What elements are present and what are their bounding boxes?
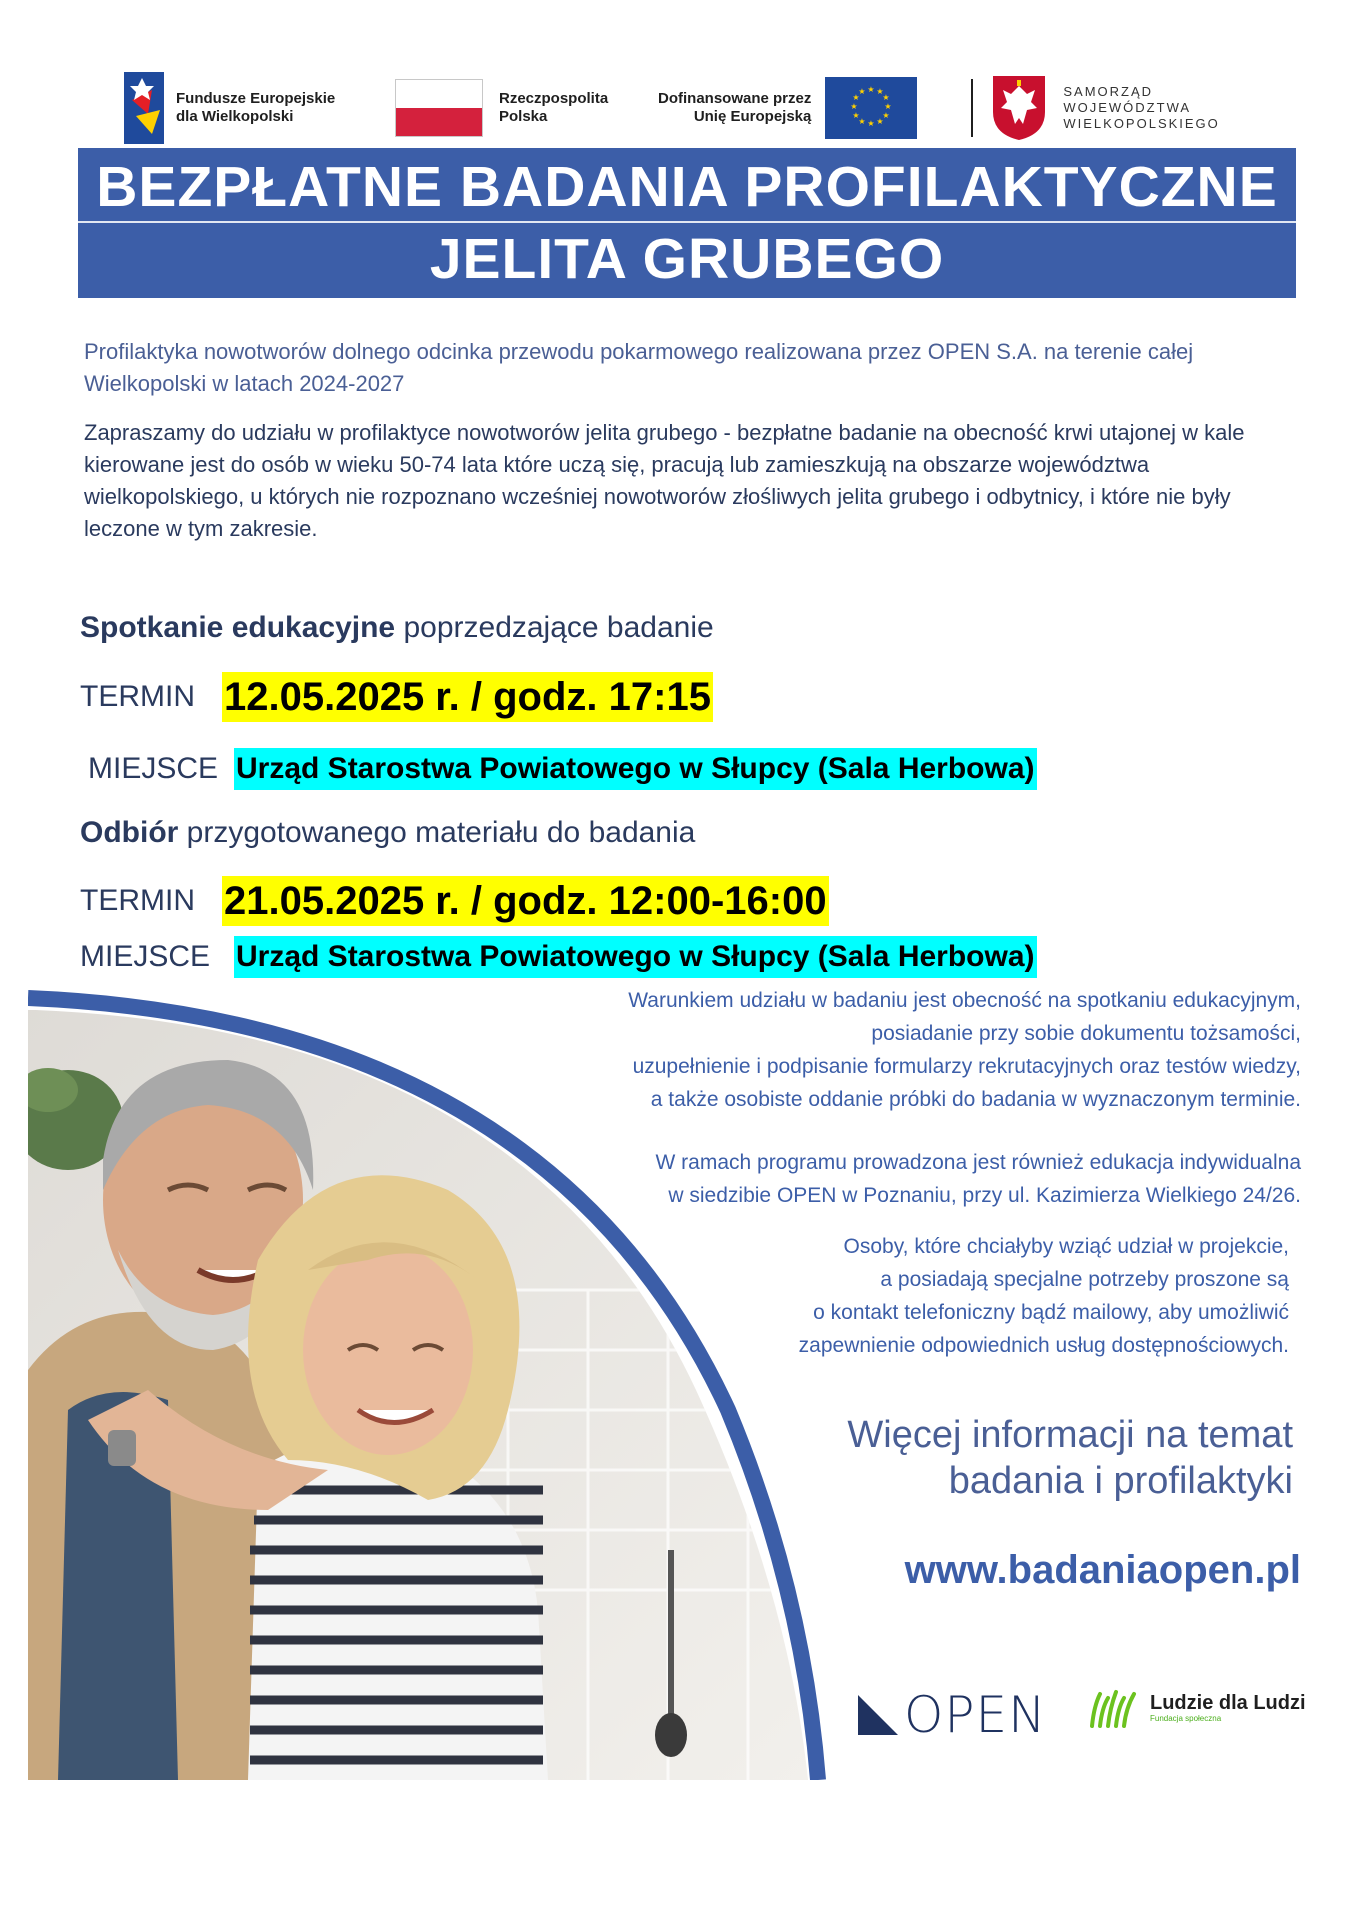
accessibility-line: o kontakt telefoniczny bądź mailowy, aby umożliwić xyxy=(813,1301,1289,1324)
more-info xyxy=(847,1412,1293,1504)
samorzad-line3: WIELKOPOLSKIEGO xyxy=(1063,116,1220,131)
svg-text:★: ★ xyxy=(876,87,884,96)
svg-text:★: ★ xyxy=(852,111,860,120)
pickup-termin-label: TERMIN xyxy=(80,884,195,917)
pickup-heading xyxy=(80,815,695,851)
open-wordmark: OPEN xyxy=(904,1686,1047,1744)
pickup-date: 21.05.2025 r. / godz. 12:00-16:00 xyxy=(222,876,829,926)
pickup-place: Urząd Starostwa Powiatowego w Słupcy (Sala Herbowa) xyxy=(234,936,1037,978)
more-info-line1: Więcej informacji na temat xyxy=(847,1414,1293,1456)
education-line: W ramach programu prowadzona jest również edukacja indywidualna xyxy=(655,1151,1301,1174)
svg-text:★: ★ xyxy=(867,119,875,128)
intro-summary: Profilaktyka nowotworów dolnego odcinka przewodu pokarmowego realizowana przez OPEN S.A. na terenie całej Wielkopolski w latach 2024-2027 xyxy=(84,339,1194,396)
eu-flag-icon xyxy=(825,77,917,139)
meeting-heading-rest: poprzedzające badanie xyxy=(395,611,714,644)
education-text xyxy=(656,1146,1302,1212)
eu-logo xyxy=(658,70,1220,146)
intro-invitation: Zapraszamy do udziału w profilaktyce nowotworów jelita grubego - bezpłatne badanie na obecność krwi utajonej w kale kierowane jest do osób w wieku 50-74 lata które uczą się, pracują lub zamieszkują na obszarze województwa wielkopolskiego, u których nie rozpoznano wcześniej nowotworów złośliwych jelita grubego i odbytnicy, i które nie były leczone w tym zakresie. xyxy=(84,420,1245,541)
fe-flag-icon xyxy=(122,70,166,146)
pickup-heading-bold: Odbiór xyxy=(80,816,179,849)
accessibility-text xyxy=(799,1230,1289,1362)
open-logo xyxy=(858,1686,1047,1744)
svg-text:★: ★ xyxy=(867,85,875,94)
open-mark-icon xyxy=(858,1695,898,1735)
website-link[interactable]: www.badaniaopen.pl xyxy=(904,1548,1301,1592)
logo-strip xyxy=(122,70,1272,146)
meeting-date: 12.05.2025 r. / godz. 17:15 xyxy=(222,672,713,722)
fe-line2: dla Wielkopolski xyxy=(176,108,294,125)
meeting-heading xyxy=(80,610,714,646)
education-line: w siedzibie OPEN w Poznaniu, przy ul. Kazimierza Wielkiego 24/26. xyxy=(668,1184,1301,1207)
ldl-name: Ludzie dla Ludzi xyxy=(1150,1692,1306,1714)
conditions-line: uzupełnienie i podpisanie formularzy rekrutacyjnych oraz testów wiedzy, xyxy=(632,1055,1301,1078)
conditions-line: a także osobiste oddanie próbki do badania w wyznaczonym terminie. xyxy=(650,1088,1301,1111)
rp-line2: Polska xyxy=(499,108,548,125)
pickup-place-row xyxy=(80,936,1037,978)
accessibility-line: a posiadają specjalne potrzeby proszone są xyxy=(880,1268,1289,1291)
ldl-subtitle: Fundacja społeczna xyxy=(1150,1714,1222,1723)
svg-text:★: ★ xyxy=(852,93,860,102)
accessibility-line: Osoby, które chciałyby wziąć udział w projekcie, xyxy=(843,1235,1289,1258)
meeting-place-row xyxy=(88,748,1037,790)
meeting-place: Urząd Starostwa Powiatowego w Słupcy (Sala Herbowa) xyxy=(234,748,1037,790)
banner-divider xyxy=(78,221,1296,223)
svg-text:★: ★ xyxy=(882,93,890,102)
fe-line1: Fundusze Europejskie xyxy=(176,90,336,107)
samorzad-line2: WOJEWÓDZTWA xyxy=(1063,100,1192,115)
crest-icon xyxy=(991,74,1047,142)
svg-text:★: ★ xyxy=(858,117,866,126)
accessibility-line: zapewnienie odpowiednich usług dostępnościowych. xyxy=(798,1334,1289,1357)
eu-line1: Dofinansowane przez xyxy=(658,90,812,107)
eu-line2: Unię Europejską xyxy=(693,108,812,125)
svg-text:★: ★ xyxy=(858,87,866,96)
pickup-miejsce-label: MIEJSCE xyxy=(80,940,211,973)
svg-text:★: ★ xyxy=(850,102,858,111)
fe-logo xyxy=(122,70,335,146)
pickup-heading-rest: przygotowanego materiału do badania xyxy=(178,816,696,849)
rp-logo xyxy=(395,70,608,146)
conditions-text xyxy=(628,984,1301,1116)
meeting-miejsce-label: MIEJSCE xyxy=(88,752,219,785)
conditions-line: Warunkiem udziału w badaniu jest obecność na spotkaniu edukacyjnym, xyxy=(628,989,1301,1012)
svg-text:★: ★ xyxy=(884,102,892,111)
meeting-date-row xyxy=(80,672,713,722)
poland-flag-icon xyxy=(395,79,483,137)
title-banner xyxy=(78,148,1296,298)
pickup-date-row xyxy=(80,876,829,926)
svg-text:★: ★ xyxy=(882,111,890,120)
more-info-line2: badania i profilaktyki xyxy=(948,1460,1293,1502)
ldl-hands-icon xyxy=(1088,1686,1140,1730)
logo-separator xyxy=(971,79,973,137)
title-line2: JELITA GRUBEGO xyxy=(429,227,945,291)
title-line1: BEZPŁATNE BADANIA PROFILAKTYCZNE xyxy=(96,155,1278,219)
samorzad-line1: SAMORZĄD xyxy=(1063,84,1154,99)
conditions-line: posiadanie przy sobie dokumentu tożsamości, xyxy=(871,1022,1301,1045)
meeting-heading-bold: Spotkanie edukacyjne xyxy=(80,611,396,644)
rp-line1: Rzeczpospolita xyxy=(499,90,609,107)
svg-text:★: ★ xyxy=(876,117,884,126)
meeting-termin-label: TERMIN xyxy=(80,680,195,713)
ludzie-dla-ludzi-logo xyxy=(1088,1686,1306,1730)
